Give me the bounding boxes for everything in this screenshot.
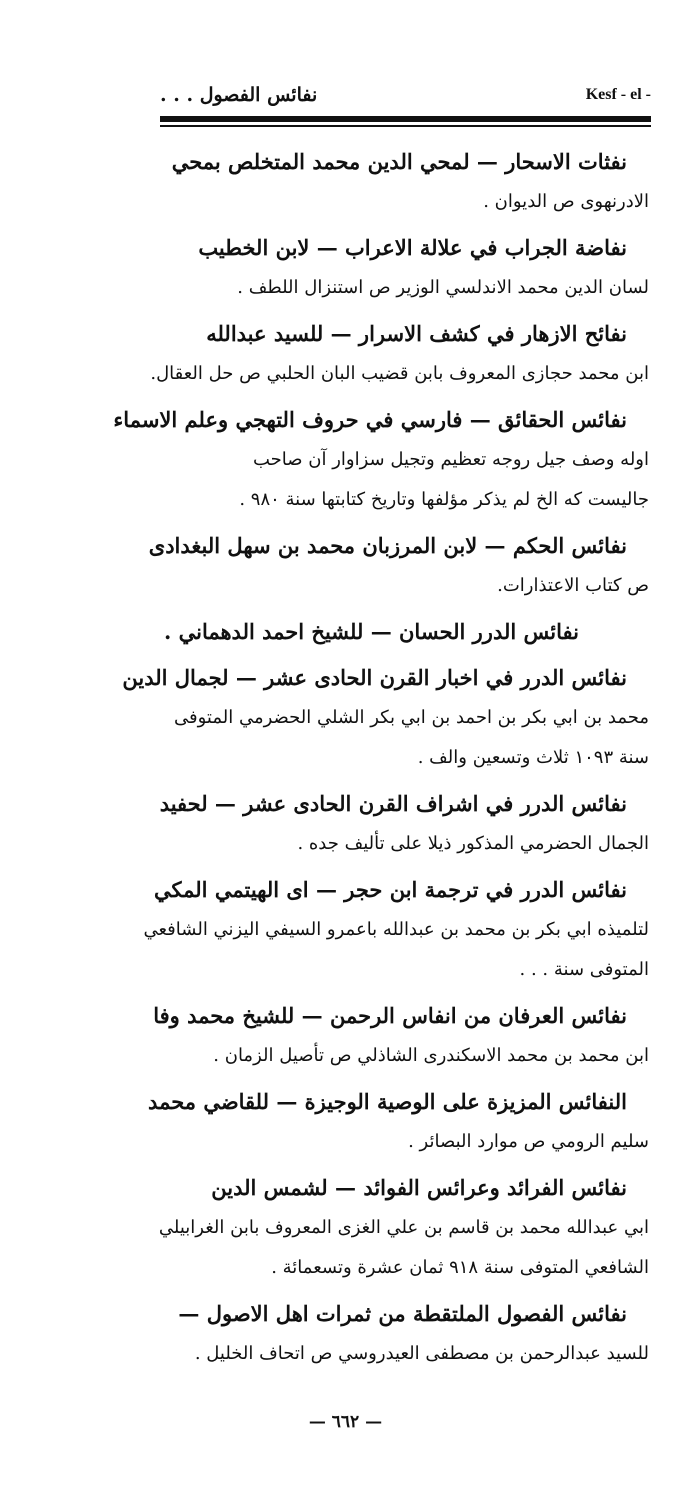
catalog-entry (170, 228, 649, 308)
entry-body-line: لسان الدين محمد الاندلسي الوزير ص استنزال اللطف . (237, 277, 649, 298)
catalog-entry (163, 612, 649, 652)
catalog-entry (143, 870, 649, 990)
catalog-entry (148, 1082, 649, 1162)
entry-body-line: الادرنهوى ص الديوان . (483, 191, 649, 212)
entry-title-line: نفائس العرفان من انفاس الرحمن — للشيخ محمد وفا (153, 1003, 627, 1028)
entry-body-line: لتلميذه ابي بكر بن محمد بن عبدالله باعمرو السيفي اليزني الشافعي (143, 919, 649, 940)
header-rule-thick (160, 116, 651, 122)
entry-title-line: نفائس الحقائق — فارسي في حروف التهجي وعلم الاسماء (113, 407, 627, 432)
entry-title-line: نفائح الازهار في كشف الاسرار — للسيد عبدالله (206, 321, 627, 346)
entry-body-line: ابن محمد بن محمد الاسكندرى الشاذلي ص تأصيل الزمان . (213, 1045, 649, 1066)
entry-title-line: النفائس المزيزة على الوصية الوجيزة — للقاضي محمد (148, 1089, 627, 1114)
entry-body-line: سليم الرومي ص موارد البصائر . (408, 1131, 649, 1152)
catalog-entry (170, 142, 649, 222)
catalog-entry (113, 400, 649, 520)
entry-title-line: نفائس الفرائد وعرائس الفوائد — لشمس الدين (211, 1175, 627, 1200)
entry-title-line: نفائس الدرر في ترجمة ابن حجر — اى الهيتمي المكي (154, 877, 627, 902)
catalog-entry (153, 996, 649, 1076)
entry-title-line: نفثات الاسحار — لمحي الدين محمد المتخلص بمحي (171, 149, 627, 174)
entry-title-line: نفائس الدرر في اخبار القرن الحادى عشر — لجمال الدين (122, 665, 627, 690)
entry-title-line: نفائس الفصول الملتقطة من ثمرات اهل الاصول — (178, 1301, 627, 1326)
entry-body-line: اوله وصف جيل روجه تعظيم وتجيل سزاوار آن صاحب (252, 449, 649, 470)
entry-body-line: الجمال الحضرمي المذكور ذيلا على تأليف جده . (297, 833, 649, 854)
entry-body-line: محمد بن ابي بكر بن احمد بن ابي بكر الشلي الحضرمي المتوفى (174, 707, 649, 728)
entry-body-line: ابي عبدالله محمد بن قاسم بن علي الغزى المعروف بابن الغرابيلي (158, 1217, 649, 1238)
catalog-entry (158, 1168, 649, 1288)
catalog-entry (159, 784, 649, 864)
entry-body-line: جاليست كه الخ لم يذكر مؤلفها وتاريخ كتابتها سنة ٩٨٠ . (239, 489, 649, 510)
entry-body-line: سنة ١٠٩٣ ثلاث وتسعين والف . (417, 747, 649, 768)
catalog-entry (170, 1294, 649, 1374)
running-header (160, 80, 651, 110)
entry-title-line: نفاضة الجراب في علالة الاعراب — لابن الخطيب (198, 235, 627, 260)
catalog-entry (150, 314, 649, 394)
entry-body-line: المتوفى سنة . . . (519, 959, 649, 980)
catalog-entry (148, 526, 649, 606)
running-title: نفائس الفصول . . . (160, 84, 318, 106)
entry-title-line: نفائس الحكم — لابن المرزبان محمد بن سهل البغدادى (148, 533, 627, 558)
entry-title-line: نفائس الدرر الحسان — للشيخ احمد الدهماني . (163, 619, 579, 644)
running-title-latin: Kesf - el - (585, 86, 651, 103)
entry-body-line: الشافعي المتوفى سنة ٩١٨ ثمان عشرة وتسعمائة . (271, 1257, 649, 1278)
entry-body-line: ص كتاب الاعتذارات. (497, 575, 649, 596)
header-rule-thin (160, 125, 651, 127)
entry-body-line: للسيد عبدالرحمن بن مصطفى العيدروسي ص اتحاف الخليل . (194, 1343, 649, 1364)
page-number: — ٦٦٢ — (308, 1412, 383, 1432)
entry-list (113, 142, 649, 1380)
entry-body-line: ابن محمد حجازى المعروف بابن قضيب البان الحلبي ص حل العقال. (150, 363, 649, 384)
catalog-entry (122, 658, 649, 778)
entry-title-line: نفائس الدرر في اشراف القرن الحادى عشر — لحفيد (159, 791, 627, 816)
